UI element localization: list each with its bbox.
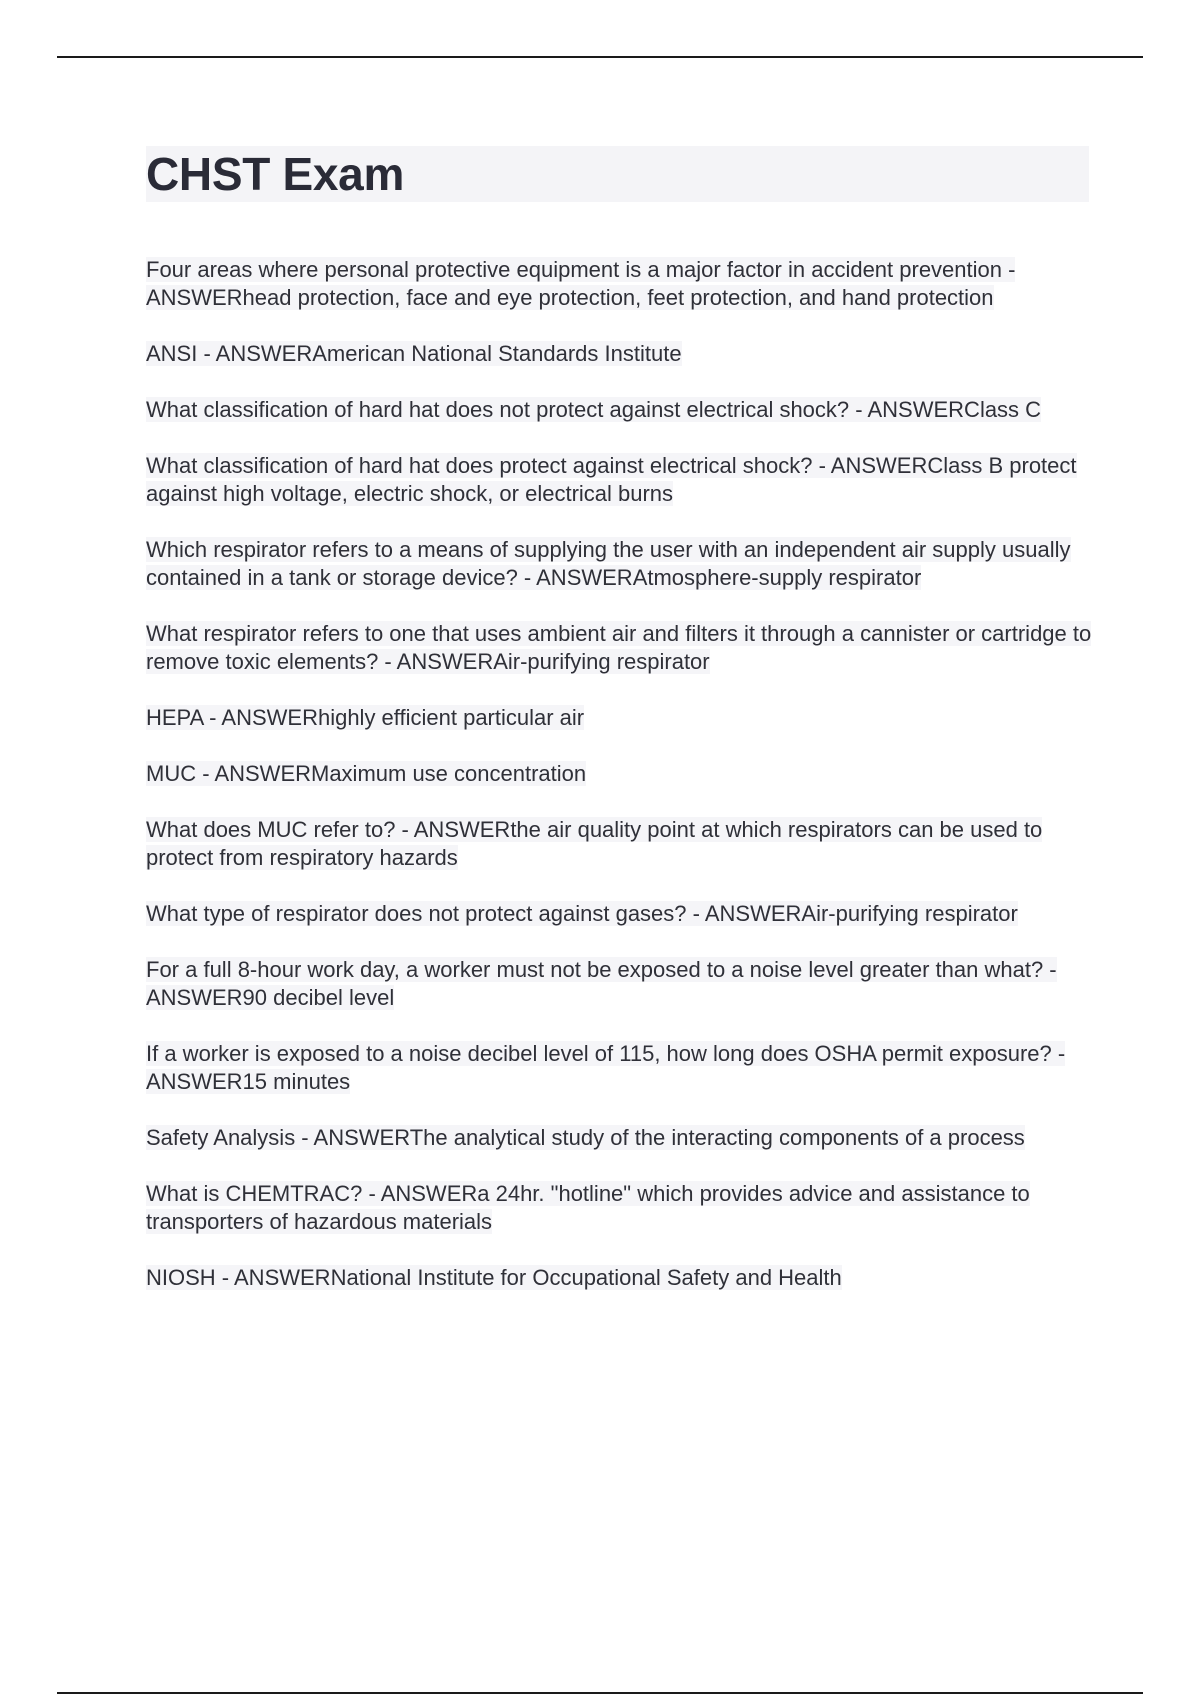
qa-item-text: Four areas where personal protective equipment is a major factor in accident prevention - ANSWERhead protection, face and eye protection, feet protection, and hand protection xyxy=(146,257,1016,310)
qa-item xyxy=(146,396,1092,424)
qa-item-text: What respirator refers to one that uses ambient air and filters it through a cannister or cartridge to remove toxic elements? - ANSWERAir-purifying respirator xyxy=(146,621,1092,674)
qa-item-text: What does MUC refer to? - ANSWERthe air quality point at which respirators can be used to protect from respiratory hazards xyxy=(146,817,1043,870)
qa-item xyxy=(146,816,1092,872)
qa-item-text: Safety Analysis - ANSWERThe analytical study of the interacting components of a process xyxy=(146,1125,1025,1150)
qa-item xyxy=(146,1264,1092,1292)
qa-item xyxy=(146,536,1092,592)
qa-item-text: NIOSH - ANSWERNational Institute for Occupational Safety and Health xyxy=(146,1265,842,1290)
qa-item-text: What is CHEMTRAC? - ANSWERa 24hr. "hotline" which provides advice and assistance to transporters of hazardous materials xyxy=(146,1181,1030,1234)
qa-item xyxy=(146,956,1092,1012)
qa-item xyxy=(146,760,1092,788)
top-divider xyxy=(57,56,1143,58)
qa-item-text: What type of respirator does not protect against gases? - ANSWERAir-purifying respirator xyxy=(146,901,1018,926)
qa-item xyxy=(146,1180,1092,1236)
qa-item xyxy=(146,620,1092,676)
qa-item-text: Which respirator refers to a means of supplying the user with an independent air supply usually contained in a tank or storage device? - ANSWERAtmosphere-supply respirator xyxy=(146,537,1071,590)
bottom-divider xyxy=(57,1692,1143,1694)
qa-item-text: What classification of hard hat does not protect against electrical shock? - ANSWERClass C xyxy=(146,397,1042,422)
qa-item-text: HEPA - ANSWERhighly efficient particular air xyxy=(146,705,585,730)
qa-item-text: MUC - ANSWERMaximum use concentration xyxy=(146,761,587,786)
qa-item xyxy=(146,452,1092,508)
qa-item xyxy=(146,1124,1092,1152)
qa-item xyxy=(146,704,1092,732)
qa-item xyxy=(146,1040,1092,1096)
qa-item-text: ANSI - ANSWERAmerican National Standards Institute xyxy=(146,341,682,366)
qa-item-text: If a worker is exposed to a noise decibel level of 115, how long does OSHA permit exposure? - ANSWER15 minutes xyxy=(146,1041,1066,1094)
title-band xyxy=(146,146,1089,202)
qa-item-text: What classification of hard hat does protect against electrical shock? - ANSWERClass B protect against high voltage, electric shock, or electrical burns xyxy=(146,453,1077,506)
qa-item xyxy=(146,900,1092,928)
qa-item xyxy=(146,256,1092,312)
qa-list xyxy=(146,256,1092,1320)
page-title: CHST Exam xyxy=(146,148,405,200)
qa-item xyxy=(146,340,1092,368)
qa-item-text: For a full 8-hour work day, a worker must not be exposed to a noise level greater than what? - ANSWER90 decibel level xyxy=(146,957,1057,1010)
